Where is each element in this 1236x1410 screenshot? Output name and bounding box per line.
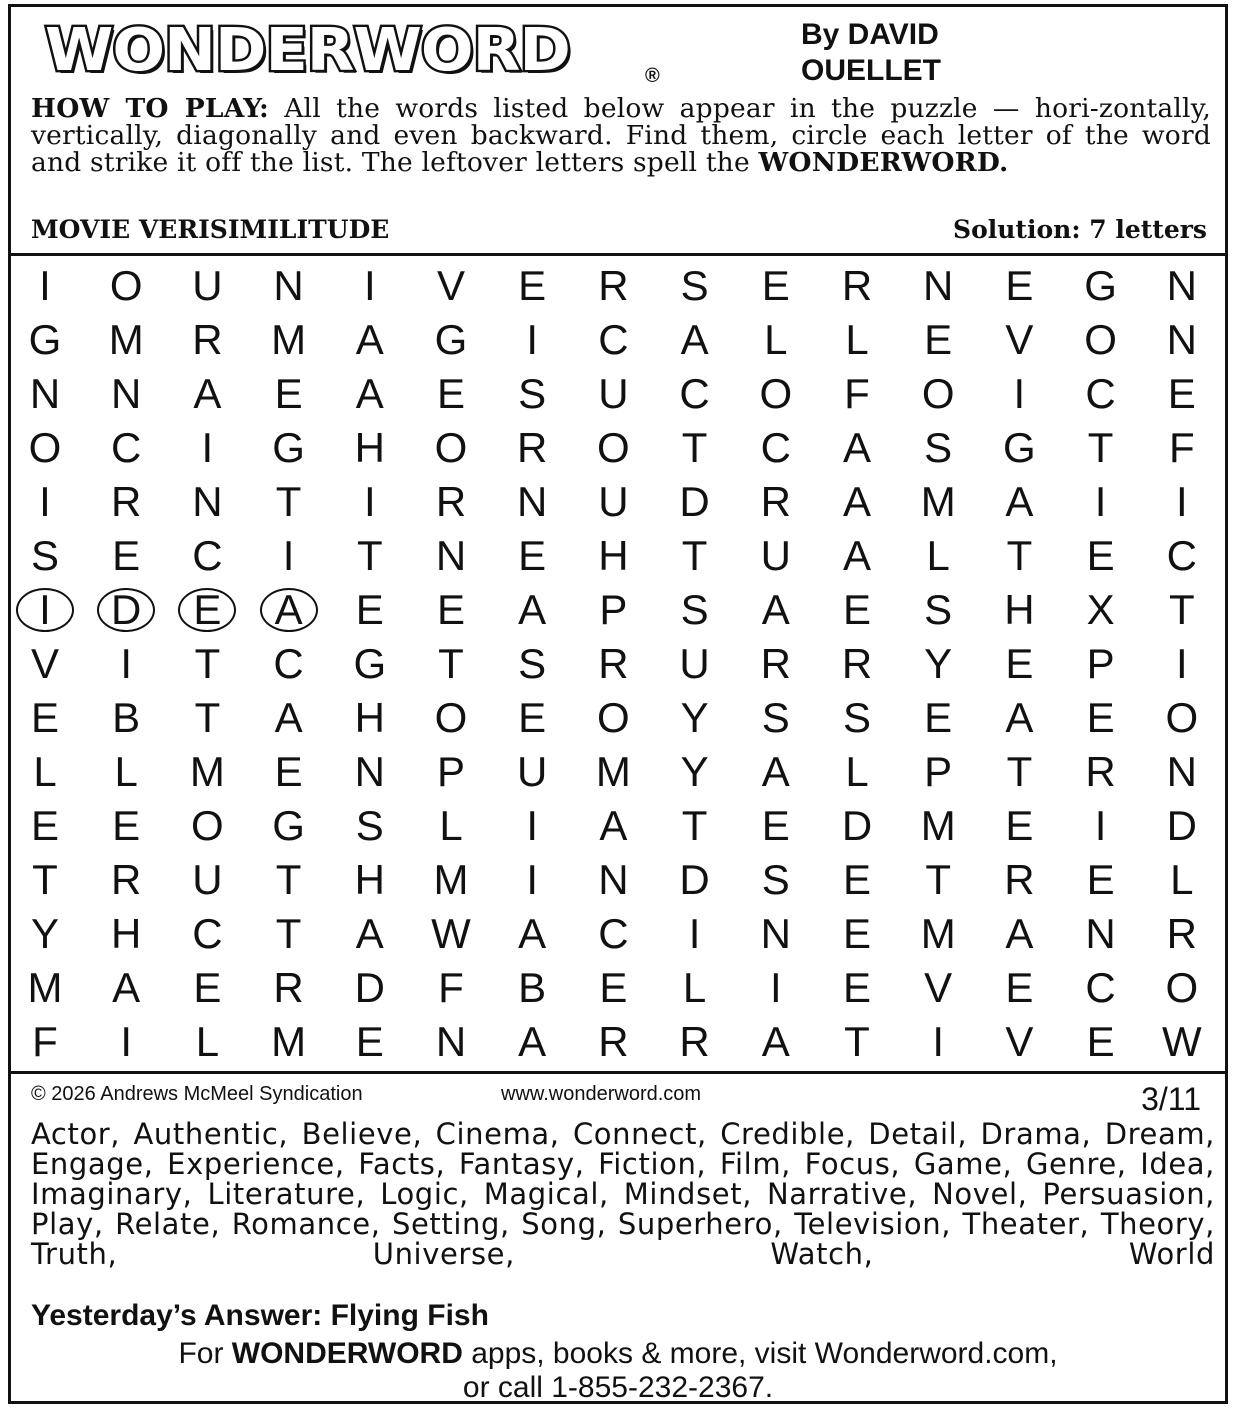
grid-letter[interactable]: C — [1085, 964, 1116, 1011]
grid-letter[interactable]: T — [194, 694, 221, 741]
grid-letter[interactable]: C — [598, 910, 629, 957]
grid-letter[interactable]: E — [1086, 856, 1115, 903]
grid-letter[interactable]: A — [1005, 694, 1034, 741]
grid-letter[interactable]: M — [108, 316, 144, 363]
grid-letter[interactable]: A — [842, 532, 871, 579]
grid-letter[interactable]: E — [355, 1018, 384, 1065]
puzzle-theme: MOVIE VERISIMILITUDE — [31, 215, 390, 244]
grid-letter[interactable]: R — [111, 478, 142, 525]
grid-letter[interactable]: E — [30, 802, 59, 849]
grid-letter[interactable]: S — [680, 262, 709, 309]
grid-letter[interactable]: G — [28, 316, 62, 363]
grid-letter[interactable]: N — [29, 370, 61, 417]
grid-letter[interactable]: S — [680, 586, 709, 633]
grid-letter[interactable]: E — [1086, 694, 1115, 741]
grid-letter[interactable]: G — [272, 802, 305, 849]
grid-letter[interactable]: D — [111, 586, 142, 633]
grid-letter[interactable]: I — [688, 910, 701, 957]
grid-letter[interactable]: E — [436, 370, 465, 417]
wonderword-logo — [41, 13, 681, 91]
grid-letter[interactable]: N — [598, 856, 629, 903]
yesterdays-answer: Yesterday’s Answer: Flying Fish — [31, 1299, 489, 1332]
grid-letter[interactable]: A — [355, 370, 384, 417]
promo-brand: WONDERWORD — [231, 1337, 463, 1370]
grid-letter[interactable]: I — [120, 640, 133, 687]
grid-letter[interactable]: I — [39, 478, 51, 525]
grid-letter[interactable]: H — [354, 424, 385, 471]
grid-letter[interactable]: E — [1005, 640, 1034, 687]
grid-letter[interactable]: V — [436, 262, 465, 309]
solution-length: Solution: 7 letters — [953, 215, 1207, 244]
grid-letter[interactable]: A — [842, 424, 871, 471]
grid-letter[interactable]: E — [761, 802, 790, 849]
grid-letter[interactable]: P — [599, 586, 628, 633]
grid-letter[interactable]: C — [192, 910, 223, 957]
grid-letter[interactable]: M — [189, 748, 225, 795]
grid-letter[interactable]: C — [679, 370, 710, 417]
grid-letter[interactable]: E — [924, 316, 953, 363]
byline-line-1: By DAVID — [801, 18, 939, 51]
grid-letter[interactable]: U — [760, 532, 791, 579]
grid-letter[interactable]: S — [842, 694, 871, 741]
grid-letter[interactable]: I — [769, 964, 782, 1011]
grid-letter[interactable]: U — [598, 478, 629, 525]
puzzle-frame — [8, 4, 1228, 1404]
grid-letter[interactable]: I — [1094, 802, 1107, 849]
grid-letter[interactable]: T — [275, 910, 302, 957]
grid-letter[interactable]: E — [1086, 532, 1115, 579]
grid-letter[interactable]: R — [517, 424, 548, 471]
grid-letter[interactable]: E — [518, 532, 547, 579]
grid-letter[interactable]: A — [1005, 910, 1034, 957]
website-link[interactable]: www.wonderword.com — [501, 1083, 702, 1105]
grid-letter[interactable]: R — [273, 964, 304, 1011]
grid-letter[interactable]: N — [1166, 262, 1197, 309]
grid-letter[interactable]: O — [28, 424, 62, 471]
grid-letter[interactable]: T — [356, 532, 383, 579]
grid-letter[interactable]: O — [921, 370, 955, 417]
grid-letter[interactable]: A — [355, 316, 384, 363]
grid-letter[interactable]: E — [1167, 370, 1196, 417]
grid-letter[interactable]: E — [112, 532, 141, 579]
grid-letter[interactable]: L — [764, 316, 788, 363]
grid-letter[interactable]: D — [841, 802, 873, 849]
grid-letter[interactable]: R — [435, 478, 467, 525]
grid-letter[interactable]: O — [1084, 316, 1117, 363]
grid-letter[interactable]: U — [192, 262, 223, 309]
grid-letter[interactable]: A — [355, 910, 384, 957]
grid-letter[interactable]: M — [595, 748, 631, 795]
grid-letter[interactable]: H — [354, 856, 385, 903]
promo-line-1 — [11, 1337, 1225, 1371]
grid-letter[interactable]: N — [1085, 910, 1116, 957]
grid-letter[interactable]: R — [760, 478, 791, 525]
grid-letter[interactable]: G — [353, 640, 387, 687]
grid-letter[interactable]: N — [517, 478, 548, 525]
letter-grid — [11, 259, 1225, 1069]
grid-letter[interactable]: M — [27, 964, 63, 1011]
grid-letter[interactable]: L — [1170, 856, 1194, 903]
grid-letter[interactable]: N — [1166, 748, 1197, 795]
grid-letter[interactable]: T — [32, 856, 58, 903]
grid-letter[interactable]: E — [842, 964, 871, 1011]
grid-letter[interactable]: T — [925, 856, 952, 903]
copyright: © 2026 Andrews McMeel Syndication — [31, 1083, 363, 1105]
grid-letter[interactable]: E — [436, 586, 465, 633]
grid-letter[interactable]: T — [275, 856, 302, 903]
grid-letter[interactable]: R — [841, 262, 873, 309]
grid-letter[interactable]: G — [272, 424, 305, 471]
grid-letter[interactable]: Y — [30, 910, 59, 957]
grid-letter[interactable]: D — [1166, 802, 1197, 849]
grid-letter[interactable]: T — [1006, 748, 1033, 795]
grid-letter[interactable]: V — [1005, 316, 1034, 363]
grid-letter[interactable]: I — [1013, 370, 1026, 417]
grid-letter[interactable]: A — [518, 1018, 547, 1065]
grid-letter[interactable]: V — [1005, 1018, 1034, 1065]
grid-letter[interactable]: G — [1084, 262, 1117, 309]
grid-letter[interactable]: T — [438, 640, 464, 687]
grid-letter[interactable]: O — [1165, 694, 1199, 741]
grid-letter[interactable]: R — [598, 262, 629, 309]
grid-letter[interactable]: M — [920, 478, 956, 525]
byline — [801, 17, 1061, 89]
grid-letter[interactable]: I — [120, 1018, 133, 1065]
grid-letter[interactable]: V — [924, 964, 953, 1011]
grid-letter[interactable]: C — [273, 640, 304, 687]
grid-letter[interactable]: C — [192, 532, 223, 579]
grid-letter[interactable]: I — [1175, 478, 1188, 525]
grid-letter[interactable]: E — [30, 694, 59, 741]
grid-letter[interactable]: H — [354, 694, 385, 741]
grid-letter[interactable]: I — [282, 532, 295, 579]
grid-letter[interactable]: T — [681, 532, 708, 579]
grid-letter[interactable]: O — [191, 802, 224, 849]
grid-letter[interactable]: P — [1086, 640, 1115, 687]
grid-letter[interactable]: A — [274, 694, 303, 741]
grid-letter[interactable]: E — [112, 802, 141, 849]
grid-letter[interactable]: D — [354, 964, 385, 1011]
grid-letter[interactable]: E — [274, 370, 303, 417]
grid-letter[interactable]: P — [924, 748, 953, 795]
grid-letter[interactable]: A — [599, 802, 628, 849]
grid-letter[interactable]: M — [433, 856, 469, 903]
grid-letter[interactable]: R — [1085, 748, 1116, 795]
grid-letter[interactable]: T — [681, 802, 708, 849]
grid-letter[interactable]: T — [844, 1018, 870, 1065]
grid-letter[interactable]: A — [193, 370, 222, 417]
grid-letter[interactable]: I — [526, 316, 539, 363]
registered-mark: ® — [645, 65, 660, 87]
grid-letter[interactable]: E — [1086, 1018, 1115, 1065]
grid-letter[interactable]: O — [759, 370, 793, 417]
grid-letter[interactable]: L — [439, 802, 463, 849]
promo-line-2: or call 1-855-232-2367. — [462, 1371, 774, 1404]
grid-letter[interactable]: E — [193, 964, 222, 1011]
grid-letter[interactable]: E — [1005, 802, 1034, 849]
grid-letter[interactable]: M — [271, 316, 307, 363]
grid-letter[interactable]: F — [1168, 424, 1195, 471]
grid-letter[interactable]: L — [195, 1018, 220, 1065]
grid-letter[interactable]: Y — [680, 748, 709, 795]
grid-letter[interactable]: Y — [924, 640, 953, 687]
grid-letter[interactable]: N — [273, 262, 304, 309]
grid-letter[interactable]: R — [1004, 856, 1035, 903]
how-to-play-body: All the words listed below appear in the puzzle — hori-zontally, vertically, diagonally and even backward. Find them, circle each letter of the word and strike it off the list. The leftover letters spell the — [31, 93, 1211, 178]
promo — [11, 1337, 1225, 1405]
how-to-play-lead: HOW TO PLAY: — [31, 93, 269, 124]
grid-letter[interactable]: N — [760, 910, 791, 957]
grid-letter[interactable]: S — [518, 640, 547, 687]
grid-letter[interactable]: N — [435, 532, 467, 579]
grid-letter[interactable]: G — [434, 316, 468, 363]
grid-letter[interactable]: E — [274, 748, 303, 795]
grid-letter[interactable]: I — [39, 586, 51, 633]
grid-letter[interactable]: N — [1166, 316, 1197, 363]
grid-letter[interactable]: I — [363, 478, 376, 525]
byline-line-2: OUELLET — [801, 54, 941, 87]
grid-letter[interactable]: A — [842, 478, 871, 525]
grid-letter[interactable]: C — [1085, 370, 1116, 417]
grid-letter[interactable]: E — [599, 964, 628, 1011]
grid-letter[interactable]: A — [1005, 478, 1034, 525]
logo-text: WONDERWORD — [45, 14, 570, 85]
divider-top — [11, 253, 1225, 256]
grid-letter[interactable]: H — [111, 910, 142, 957]
grid-letter[interactable]: R — [1166, 910, 1197, 957]
divider-bottom — [11, 1071, 1225, 1074]
grid-letter[interactable]: A — [518, 586, 547, 633]
grid-letter[interactable]: R — [111, 856, 142, 903]
grid-letter[interactable]: M — [920, 802, 956, 849]
grid-letter[interactable]: U — [517, 748, 548, 795]
grid-letter[interactable]: L — [682, 964, 707, 1011]
grid-letter[interactable]: O — [597, 694, 630, 741]
grid-letter[interactable]: T — [681, 424, 708, 471]
grid-letter[interactable]: D — [679, 856, 710, 903]
grid-letter[interactable]: F — [438, 964, 464, 1011]
grid-letter[interactable]: N — [192, 478, 223, 525]
grid-letter[interactable]: X — [1086, 586, 1115, 633]
grid-letter[interactable]: A — [761, 586, 790, 633]
grid-letter[interactable]: E — [761, 262, 790, 309]
grid-letter[interactable]: O — [597, 424, 630, 471]
promo-text-a: For — [178, 1337, 232, 1370]
grid-letter[interactable]: R — [192, 316, 223, 363]
grid-letter[interactable]: C — [1166, 532, 1197, 579]
grid-letter[interactable]: E — [193, 586, 222, 633]
grid-letter[interactable]: S — [924, 586, 953, 633]
grid-letter[interactable]: A — [680, 316, 709, 363]
grid-letter[interactable]: B — [112, 694, 141, 741]
grid-letter[interactable]: T — [1006, 532, 1033, 579]
grid-letter[interactable]: I — [201, 424, 214, 471]
grid-letter[interactable]: T — [1168, 586, 1195, 633]
grid-letter[interactable]: N — [435, 1018, 467, 1065]
grid-letter[interactable]: O — [434, 694, 468, 741]
grid-letter[interactable]: A — [274, 586, 303, 633]
grid-letter[interactable]: O — [109, 262, 143, 309]
grid-letter[interactable]: R — [598, 640, 629, 687]
grid-letter[interactable]: E — [842, 910, 871, 957]
grid-letter[interactable]: L — [33, 748, 57, 795]
grid-letter[interactable]: E — [1005, 964, 1034, 1011]
grid-letter[interactable]: E — [518, 262, 547, 309]
how-to-play — [31, 95, 1211, 176]
grid-letter[interactable]: R — [841, 640, 873, 687]
grid-letter[interactable]: I — [526, 856, 539, 903]
grid-letter[interactable]: B — [518, 964, 547, 1011]
grid-letter[interactable]: C — [598, 316, 629, 363]
grid-letter[interactable]: L — [845, 748, 869, 795]
grid-letter[interactable]: E — [518, 694, 547, 741]
word-list: Actor, Authentic, Believe, Cinema, Connect, Credible, Detail, Drama, Dream, Engage, Experience, Facts, Fantasy, Fiction, Film, Focus, Game, Genre, Idea, Imaginary, Literature, Logic, Magical, Mindset, Narrative, Novel, Persuasion, Play, Relate, Romance, Setting, Song, Superhero, Television, Theater, Theory, Truth, Universe, Watch, World — [31, 1117, 1215, 1271]
grid-letter[interactable]: Y — [680, 694, 709, 741]
grid-letter[interactable]: P — [436, 748, 465, 795]
grid-letter[interactable]: R — [760, 640, 791, 687]
grid-letter[interactable]: N — [923, 262, 954, 309]
grid-letter[interactable]: I — [363, 262, 376, 309]
grid-letter[interactable]: H — [1004, 586, 1035, 633]
grid-letter[interactable]: E — [355, 586, 384, 633]
grid-letter[interactable]: G — [1003, 424, 1036, 471]
grid-letter[interactable]: F — [844, 370, 870, 417]
grid-letter[interactable]: U — [598, 370, 629, 417]
puzzle-date: 3/11 — [1141, 1081, 1201, 1117]
grid-letter[interactable]: W — [1161, 1018, 1202, 1065]
grid-letter[interactable]: S — [761, 694, 790, 741]
grid-letter[interactable]: S — [761, 856, 790, 903]
grid-letter[interactable]: S — [924, 424, 953, 471]
grid-letter[interactable]: A — [761, 1018, 790, 1065]
grid-letter[interactable]: E — [924, 694, 953, 741]
grid-letter[interactable]: D — [679, 478, 710, 525]
grid-letter[interactable]: V — [30, 640, 59, 687]
grid-letter[interactable]: N — [111, 370, 142, 417]
grid-letter[interactable]: M — [920, 910, 956, 957]
grid-letter[interactable]: M — [271, 1018, 307, 1065]
promo-text-c: apps, books & more, visit Wonderword.com, — [462, 1337, 1058, 1370]
grid-letter[interactable]: W — [431, 910, 471, 957]
grid-letter[interactable]: C — [111, 424, 142, 471]
grid-letter[interactable]: R — [679, 1018, 710, 1065]
grid-letter[interactable]: S — [518, 370, 547, 417]
grid-letter[interactable]: I — [932, 1018, 945, 1065]
grid-letter[interactable]: U — [192, 856, 223, 903]
grid-letter[interactable]: S — [30, 532, 59, 579]
grid-letter[interactable]: I — [1175, 640, 1188, 687]
grid-letter[interactable]: F — [32, 1018, 58, 1065]
grid-letter[interactable]: A — [761, 748, 790, 795]
grid-letter[interactable]: C — [760, 424, 791, 471]
grid-letter[interactable]: U — [679, 640, 710, 687]
grid-letter[interactable]: L — [114, 748, 138, 795]
grid-letter[interactable]: S — [355, 802, 384, 849]
grid-letter[interactable]: I — [1094, 478, 1107, 525]
grid-letter[interactable]: E — [842, 586, 871, 633]
how-to-play-tail: WONDERWORD. — [758, 147, 1009, 178]
grid-letter[interactable]: R — [598, 1018, 629, 1065]
grid-letter[interactable]: T — [275, 478, 302, 525]
grid-letter[interactable]: T — [194, 640, 221, 687]
grid-letter[interactable]: N — [354, 748, 385, 795]
grid-letter[interactable]: O — [434, 424, 468, 471]
grid-letter[interactable]: I — [39, 262, 51, 309]
grid-letter[interactable]: E — [1005, 262, 1034, 309]
grid-letter[interactable]: L — [845, 316, 869, 363]
grid-letter[interactable]: O — [1165, 964, 1199, 1011]
grid-letter[interactable]: H — [598, 532, 629, 579]
grid-letter[interactable]: L — [926, 532, 950, 579]
grid-letter[interactable]: I — [526, 802, 539, 849]
grid-letter[interactable]: T — [1087, 424, 1114, 471]
grid-letter[interactable]: E — [842, 856, 871, 903]
grid-letter[interactable]: A — [112, 964, 141, 1011]
grid-letter[interactable]: A — [518, 910, 547, 957]
